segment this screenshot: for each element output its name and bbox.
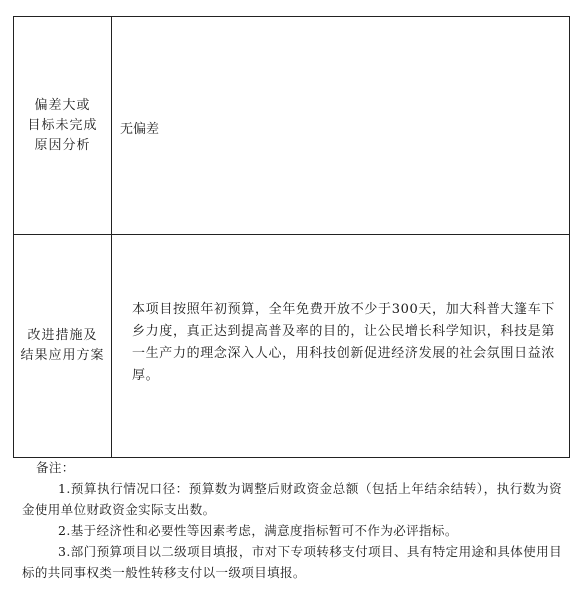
improvement-label-line-1: 改进措施及	[27, 328, 98, 343]
evaluation-table	[13, 16, 570, 458]
improvement-content: 本项目按照年初预算，全年免费开放不少于300天，加大科普大篷车下乡力度，真正达到提高普及率的目的，让公民增长科学知识，科技是第一生产力的理念深入人心，用科技创新促进经济发展的社会氛围日益浓厚。	[132, 302, 555, 383]
note-item-2: 2.基于经济性和必要性等因素考虑，满意度指标暂可不作为必评指标。	[58, 523, 458, 538]
improvement-row	[14, 235, 570, 458]
deviation-content: 无偏差	[120, 121, 160, 137]
notes-heading: 备注：	[36, 460, 75, 475]
notes-section	[22, 457, 562, 583]
note-item-1: 1.预算执行情况口径：预算数为调整后财政资金总额（包括上年结余结转），执行数为资金使用单位财政资金实际支出数。	[22, 481, 562, 517]
deviation-label-line-2: 目标未完成	[27, 117, 98, 133]
deviation-row	[14, 17, 570, 235]
improvement-label-line-2: 结果应用方案	[20, 348, 105, 363]
deviation-content-cell	[112, 17, 570, 235]
improvement-label-cell	[14, 235, 112, 458]
deviation-label-line-3: 原因分析	[34, 137, 91, 153]
deviation-label-cell	[14, 17, 112, 235]
improvement-content-cell	[112, 235, 570, 458]
note-item-3: 3.部门预算项目以二级项目填报，市对下专项转移支付项目、具有特定用途和具体使用目标的共同事权类一般性转移支付以一级项目填报。	[22, 544, 562, 580]
deviation-label-line-1: 偏差大或	[34, 97, 91, 113]
